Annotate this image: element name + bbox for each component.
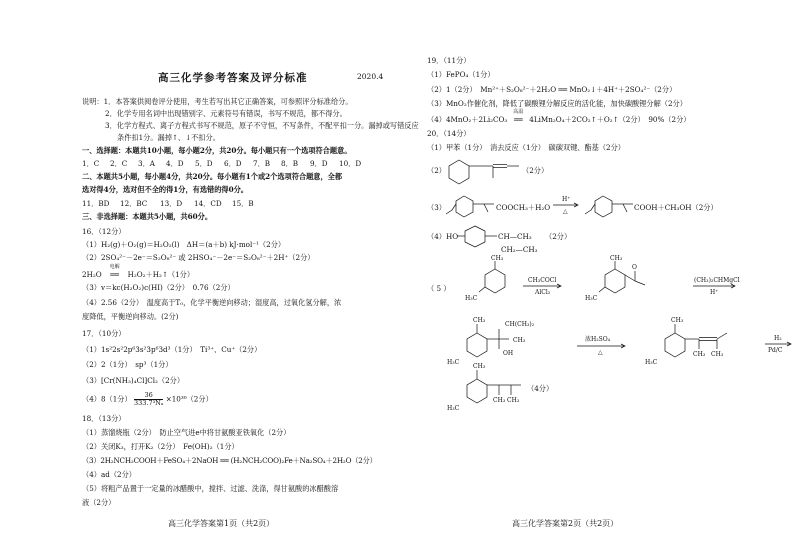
ch3-label: CH₃ xyxy=(711,351,724,358)
reagent-1-top: CH₃COCl xyxy=(528,277,557,284)
q16-line-6: 度降低，平衡逆向移动。(2分) xyxy=(82,312,179,321)
reagent-1-bottom: AlCl₃ xyxy=(535,289,551,296)
q16-heading: 16．（12分） xyxy=(82,227,126,236)
q16-line-4: （3）v＝kc(H₂O₂)c(HI)（2分） 0.76（2分） xyxy=(82,283,235,292)
section-1-heading: 一、选择题：本题共10小题，每小题2分，共20分。每小题只有一个选项符合题意。 xyxy=(82,146,352,155)
q19-line-2: （2）1（2分） Mn²⁺＋S₂O₈²⁻＋2H₂O ══ MnO₂↓＋4H⁺＋2SO₄²⁻（2分） xyxy=(427,85,677,94)
answer-9: 9．D xyxy=(310,159,328,168)
q20-3-label: （3） xyxy=(427,203,446,212)
h3c-label: H₃C xyxy=(645,359,658,366)
q20-3-arrow xyxy=(552,193,580,217)
q17-line-3: （3）[Cr(NH₃)₄Cl]Cl₂（2分） xyxy=(82,376,185,385)
h3c-label: H₃C xyxy=(447,359,460,366)
q20-4-score: （2分） xyxy=(545,232,572,241)
q20-3-right: COOH＋CH₃OH（2分） xyxy=(634,203,718,212)
reagent-4-top: H₂ xyxy=(774,335,782,342)
q20-5-label: （ 5 ） xyxy=(427,284,451,293)
answer-4: 4．D xyxy=(166,159,184,168)
q17-4-prefix: （4）8（1分） xyxy=(82,394,132,404)
q18-heading: 18．（13分） xyxy=(82,414,126,423)
answer-1: 1．C xyxy=(82,159,100,168)
hydroxy-group: HO xyxy=(446,232,459,241)
reagent-3-top: 浓H₂SO₄ xyxy=(585,336,611,343)
answer-page-2 xyxy=(397,0,794,558)
page-2-footer: 高三化学答案第2页（共2页） xyxy=(512,519,619,528)
answer-6: 6．D xyxy=(224,159,242,168)
ch3-label: CH₃ xyxy=(693,351,706,358)
section-2-heading-cont: 选对得4分，选对但不全的得1分，有选错的得0分。 xyxy=(82,185,248,194)
alkene-ring xyxy=(665,333,685,357)
electrolysis-condition: 电解 xyxy=(109,264,120,270)
ch3-label: CH₃ xyxy=(493,397,506,404)
carbonyl-o-label: O xyxy=(632,264,637,271)
note-3: 3．化学方程式、离子方程式书写不规范，原子不守恒，不写条件，不配平扣一分。漏掉或写错反应 xyxy=(105,121,419,130)
note-4: 条件扣1分。漏掉↑、↓不扣分。 xyxy=(117,133,220,142)
q20-line-1: （1）甲苯（1分） 消去反应（1分） 碳碳双键、酯基（2分） xyxy=(427,143,625,152)
q20-4-label: （4） xyxy=(427,232,446,241)
benzene-ring xyxy=(449,160,469,184)
answer-13: 13．D xyxy=(160,199,183,208)
q18-line-3: （3）2H₂NCH₂COOH＋FeSO₄＋2NaOH ══ (H₂NCH₂COO)₂Fe＋Na₂SO₄＋2H₂O（2分） xyxy=(82,456,377,465)
q17-line-2: （2）2（1分） sp³（1分） xyxy=(82,360,173,369)
q19-line-1: （1）FePO₄（1分） xyxy=(427,70,495,79)
answer-12: 12．BC xyxy=(120,199,148,208)
q19-line-3: （3）MnO₂作催化剂，降低了碳酸锂分解反应的活化能，加快碳酸锂分解（2分） xyxy=(427,99,687,108)
q18-line-6: 液（2分） xyxy=(82,498,116,507)
q19-4-reactants: （4）4MnO₂＋2Li₂CO₃ xyxy=(427,115,508,124)
section-2-heading: 二、本题共5小题，每小题4分，共20分。每小题有1个或2个选项符合题意，全都 xyxy=(82,172,343,181)
q18-line-4: （4）ad（2分） xyxy=(82,470,136,479)
exam-date: 2020.4 xyxy=(357,72,384,81)
q17-4-suffix: ×10³⁰（2分） xyxy=(165,394,213,404)
note-2: 2．化学专用名词中出现错别字、元素符号有错误，书写不规范，都不得分。 xyxy=(105,109,347,118)
page-1-footer: 高三化学答案第1页（共2页） xyxy=(168,519,275,528)
density-fraction xyxy=(134,392,163,407)
q18-line-1: （1）蒸馏烧瓶（2分） 防止空气进e中将甘氨酸亚铁氧化（2分） xyxy=(82,428,291,437)
answer-8: 8．B xyxy=(281,159,299,168)
heat-label: △ xyxy=(563,208,568,215)
answer-7: 7．B xyxy=(253,159,271,168)
isopropyl-label: CH(CH₃)₂ xyxy=(505,321,535,328)
q20-heading: 20．（14分） xyxy=(427,129,471,138)
q17-heading: 17．（10分） xyxy=(82,329,126,338)
answer-11: 11．BD xyxy=(82,199,110,208)
q20-4-chain: CH—CH₃ xyxy=(498,232,532,241)
q20-3-left: COOCH₃＋H₂O xyxy=(496,203,551,212)
q16-reactant: 2H₂O xyxy=(82,270,102,279)
reagent-4-bottom: Pd/C xyxy=(768,347,783,354)
q19-line-4 xyxy=(427,109,691,124)
reagent-2-top: (CH₃)₂CHMgCl xyxy=(694,277,740,284)
acid-catalyst-label: H⁺ xyxy=(562,196,571,203)
high-temp-arrow: 高温 ══ xyxy=(507,115,529,124)
q20-4-ethyl: CH₂—CH₃ xyxy=(501,245,538,254)
alcohol-ring xyxy=(467,333,487,357)
page-title: 高三化学参考答案及评分标准 xyxy=(158,72,308,84)
reagent-2-bottom: H⁺ xyxy=(710,289,719,296)
ch3-label: CH₃ xyxy=(610,255,623,262)
high-temp-condition: 高温 xyxy=(513,109,524,115)
answer-3: 3．A xyxy=(138,159,155,168)
fraction-numerator: 36 xyxy=(134,392,163,400)
h3c-label: H₃C xyxy=(447,405,460,412)
ch3-label: CH₃ xyxy=(513,337,526,344)
ch3-label: CH₃ xyxy=(507,397,520,404)
hydroxyl-label: OH xyxy=(503,350,514,357)
q17-line-1: （1）1s²2s²2p⁶3s²3p⁶3d³（1分） Ti³⁺、Cu⁺（2分） xyxy=(82,345,262,354)
q20-2-score: （2分） xyxy=(522,166,549,175)
h3c-label: H₃C xyxy=(585,295,598,302)
q19-4-products: 4LiMn₂O₄＋2CO₂↑＋O₂↑（2分） 90%（2分） xyxy=(529,115,691,124)
fraction-denominator: 333.7³Nₐ xyxy=(133,399,164,407)
q17-line-4 xyxy=(82,392,213,407)
h3c-label: H₃C xyxy=(465,295,478,302)
q20-5-score: （4分） xyxy=(527,384,554,393)
synthesis-route xyxy=(447,255,794,421)
q20-3-acid-structure xyxy=(581,190,641,224)
q16-line-3 xyxy=(82,264,195,279)
q18-line-2: （2）关闭K₃，打开K₂（2分） Fe(OH)₂（1分） xyxy=(82,442,239,451)
reagent-3-bottom: △ xyxy=(598,349,603,356)
ch3-label: CH₃ xyxy=(473,317,486,324)
product-ring xyxy=(467,379,487,403)
section-3-heading: 三、非选择题：本题共5小题，共60分。 xyxy=(82,212,213,221)
answer-5: 5．D xyxy=(195,159,213,168)
xylene-ring xyxy=(485,269,505,293)
electrolysis-arrow: 电解 ══ xyxy=(102,270,128,279)
q16-line-2: （2）2SO₄²⁻－2e⁻＝S₂O₈²⁻ 或 2HSO₄⁻－2e⁻＝S₂O₈²⁻＋2H⁺（2分） xyxy=(82,253,315,262)
ch3-label: CH₃ xyxy=(671,317,684,324)
note-1: 说明：1．本答案供阅卷评分使用，考生若写出其它正确答案，可参照评分标准给分。 xyxy=(82,97,353,106)
ch3-label: CH₃ xyxy=(473,363,486,370)
answer-15: 15．B xyxy=(232,199,254,208)
acetyl-ring xyxy=(605,269,625,293)
answer-2: 2．C xyxy=(110,159,128,168)
q16-line-1: （1）H₂(g)＋O₂(g)＝H₂O₂(l) ΔH＝(a＋b) kJ·mol⁻¹（2分） xyxy=(82,240,286,249)
answer-10: 10．D xyxy=(339,159,362,168)
q19-heading: 19．（11分） xyxy=(427,56,471,65)
q18-line-5: （5）将粗产品置于一定量的冰醋酸中，搅拌、过滤、洗涤，得甘氨酸的冰醋酸溶 xyxy=(82,484,339,493)
answer-14: 14．CD xyxy=(194,199,222,208)
ch3-label: CH₃ xyxy=(491,255,504,262)
q16-products: H₂O₂＋H₂↑（1分） xyxy=(127,270,195,279)
q20-2-label: （2） xyxy=(427,166,446,175)
q16-line-5: （4）2.56（2分） 温度高于T₀，化学平衡逆向移动；湿度高，过氧化氢分解，浓 xyxy=(82,298,342,307)
q20-3-ester-structure xyxy=(442,190,502,224)
